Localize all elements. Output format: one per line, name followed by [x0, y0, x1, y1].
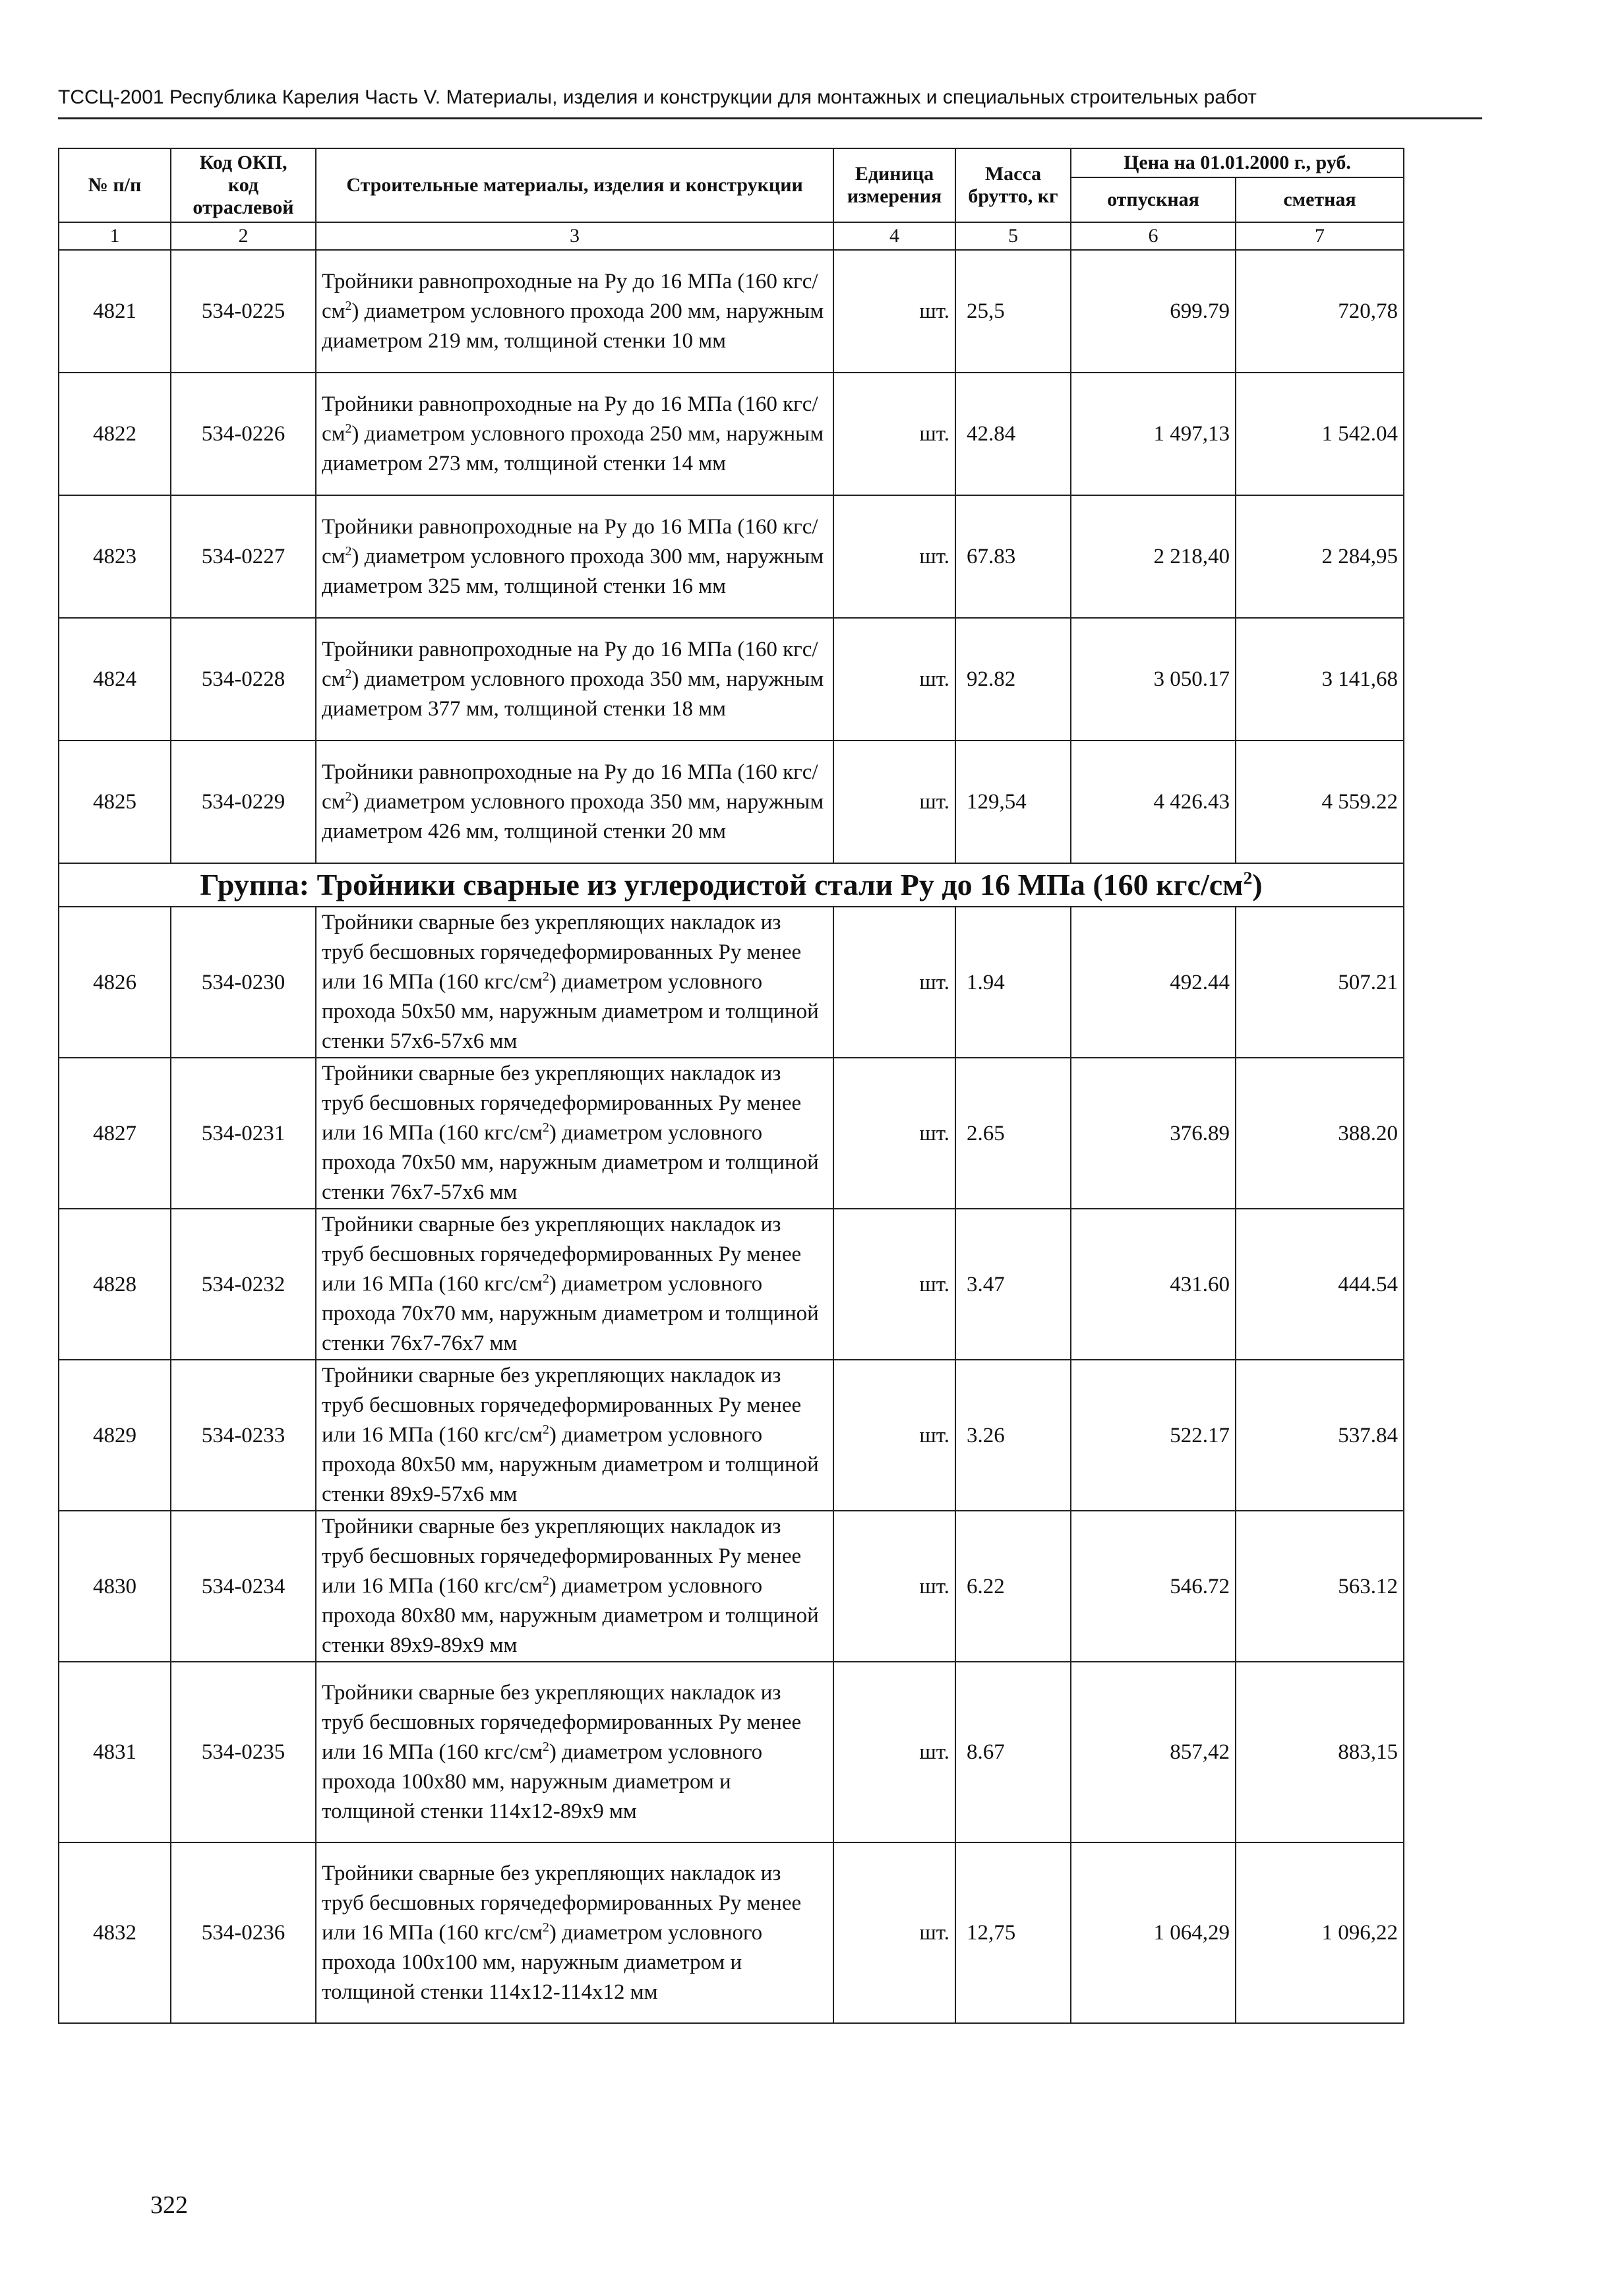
column-number: 3	[316, 222, 833, 250]
group-heading: Группа: Тройники сварные из углеродистой стали Ру до 16 МПа (160 кгс/$см^2$)	[59, 863, 1404, 907]
header-mass: Масса брутто, кг	[955, 148, 1071, 222]
row-description: Тройники сварные без укрепляющих накладок из труб бесшовных горячедеформированных Ру менее или 16 МПа (160 кгс/$см^2$) диаметром условного прохода 100х100 мм, наружным диаметром и толщиной стенки 114х12-114х12 мм	[316, 1842, 833, 2023]
row-unit: шт.	[833, 495, 955, 618]
row-mass: 92.82	[955, 618, 1071, 741]
row-code: 534-0233	[171, 1360, 316, 1511]
column-number-row	[59, 222, 1404, 250]
row-price-estimate: 883,15	[1236, 1662, 1404, 1842]
table-row	[59, 495, 1404, 618]
row-number: 4823	[59, 495, 171, 618]
table-row	[59, 741, 1404, 863]
row-price-estimate: 537.84	[1236, 1360, 1404, 1511]
row-number: 4830	[59, 1511, 171, 1662]
row-mass: 3.47	[955, 1209, 1071, 1360]
row-number: 4826	[59, 907, 171, 1058]
header-code	[171, 148, 316, 222]
row-mass: 8.67	[955, 1662, 1071, 1842]
row-description: Тройники сварные без укрепляющих накладок из труб бесшовных горячедеформированных Ру менее или 16 МПа (160 кгс/$см^2$) диаметром условного прохода 80х50 мм, наружным диаметром и толщиной стенки 89х9-57х6 мм	[316, 1360, 833, 1511]
table-row	[59, 907, 1404, 1058]
column-number: 5	[955, 222, 1071, 250]
row-number: 4831	[59, 1662, 171, 1842]
row-description: Тройники равнопроходные на Ру до 16 МПа (160 кгс/$см^2$) диаметром условного прохода 350 мм, наружным диаметром 426 мм, толщиной стенки 20 мм	[316, 741, 833, 863]
header-code-okp: Код ОКП,	[199, 152, 287, 173]
row-code: 534-0227	[171, 495, 316, 618]
row-unit: шт.	[833, 1511, 955, 1662]
row-price-release: 546.72	[1071, 1511, 1236, 1662]
row-description: Тройники сварные без укрепляющих накладок из труб бесшовных горячедеформированных Ру менее или 16 МПа (160 кгс/$см^2$) диаметром условного прохода 50х50 мм, наружным диаметром и толщиной стенки 57х6-57х6 мм	[316, 907, 833, 1058]
column-number: 7	[1236, 222, 1404, 250]
row-price-estimate: 720,78	[1236, 250, 1404, 373]
row-unit: шт.	[833, 741, 955, 863]
column-number: 2	[171, 222, 316, 250]
row-number: 4825	[59, 741, 171, 863]
row-code: 534-0234	[171, 1511, 316, 1662]
row-price-release: 522.17	[1071, 1360, 1236, 1511]
row-number: 4828	[59, 1209, 171, 1360]
header-unit: Единица измерения	[833, 148, 955, 222]
row-mass: 25,5	[955, 250, 1071, 373]
table-row	[59, 250, 1404, 373]
column-number: 4	[833, 222, 955, 250]
row-description: Тройники сварные без укрепляющих накладок из труб бесшовных горячедеформированных Ру менее или 16 МПа (160 кгс/$см^2$) диаметром условного прохода 100х80 мм, наружным диаметром и толщиной стенки 114х12-89х9 мм	[316, 1662, 833, 1842]
row-code: 534-0235	[171, 1662, 316, 1842]
row-price-estimate: 1 096,22	[1236, 1842, 1404, 2023]
row-price-release: 1 497,13	[1071, 373, 1236, 495]
row-number: 4832	[59, 1842, 171, 2023]
row-price-estimate: 388.20	[1236, 1058, 1404, 1209]
row-price-estimate: 1 542.04	[1236, 373, 1404, 495]
row-unit: шт.	[833, 250, 955, 373]
row-price-release: 4 426.43	[1071, 741, 1236, 863]
row-unit: шт.	[833, 1662, 955, 1842]
row-price-estimate: 4 559.22	[1236, 741, 1404, 863]
row-price-estimate: 3 141,68	[1236, 618, 1404, 741]
row-code: 534-0229	[171, 741, 316, 863]
table-row	[59, 1511, 1404, 1662]
row-unit: шт.	[833, 1360, 955, 1511]
row-mass: 6.22	[955, 1511, 1071, 1662]
row-price-release: 699.79	[1071, 250, 1236, 373]
row-price-release: 1 064,29	[1071, 1842, 1236, 2023]
row-price-estimate: 2 284,95	[1236, 495, 1404, 618]
row-code: 534-0228	[171, 618, 316, 741]
row-mass: 1.94	[955, 907, 1071, 1058]
row-price-estimate: 444.54	[1236, 1209, 1404, 1360]
row-description: Тройники сварные без укрепляющих накладок из труб бесшовных горячедеформированных Ру менее или 16 МПа (160 кгс/$см^2$) диаметром условного прохода 70х70 мм, наружным диаметром и толщиной стенки 76х7-76х7 мм	[316, 1209, 833, 1360]
row-price-release: 3 050.17	[1071, 618, 1236, 741]
row-mass: 129,54	[955, 741, 1071, 863]
column-number: 1	[59, 222, 171, 250]
table-row	[59, 1360, 1404, 1511]
row-description: Тройники сварные без укрепляющих накладок из труб бесшовных горячедеформированных Ру менее или 16 МПа (160 кгс/$см^2$) диаметром условного прохода 70х50 мм, наружным диаметром и толщиной стенки 76х7-57х6 мм	[316, 1058, 833, 1209]
page-number: 322	[150, 2191, 188, 2219]
row-unit: шт.	[833, 1209, 955, 1360]
header-divider	[58, 117, 1482, 119]
page-header: ТССЦ-2001 Республика Карелия Часть V. Материалы, изделия и конструкции для монтажных и специальных строительных работ	[58, 86, 1257, 108]
row-code: 534-0225	[171, 250, 316, 373]
row-unit: шт.	[833, 618, 955, 741]
table-row	[59, 1058, 1404, 1209]
row-number: 4827	[59, 1058, 171, 1209]
header-price-group: Цена на 01.01.2000 г., руб.	[1071, 148, 1404, 177]
row-description: Тройники равнопроходные на Ру до 16 МПа (160 кгс/$см^2$) диаметром условного прохода 200 мм, наружным диаметром 219 мм, толщиной стенки 10 мм	[316, 250, 833, 373]
row-code: 534-0231	[171, 1058, 316, 1209]
row-price-release: 857,42	[1071, 1662, 1236, 1842]
header-price-estimate: сметная	[1236, 177, 1404, 222]
header-code-branch: код отраслевой	[193, 174, 294, 218]
row-number: 4829	[59, 1360, 171, 1511]
row-description: Тройники равнопроходные на Ру до 16 МПа (160 кгс/$см^2$) диаметром условного прохода 350 мм, наружным диаметром 377 мм, толщиной стенки 18 мм	[316, 618, 833, 741]
table-row	[59, 618, 1404, 741]
table-row	[59, 1662, 1404, 1842]
column-number: 6	[1071, 222, 1236, 250]
row-unit: шт.	[833, 907, 955, 1058]
row-code: 534-0226	[171, 373, 316, 495]
row-code: 534-0236	[171, 1842, 316, 2023]
row-price-estimate: 563.12	[1236, 1511, 1404, 1662]
table-row	[59, 373, 1404, 495]
header-num: № п/п	[59, 148, 171, 222]
row-number: 4821	[59, 250, 171, 373]
header-price-release: отпускная	[1071, 177, 1236, 222]
price-table	[58, 148, 1404, 2024]
row-unit: шт.	[833, 1842, 955, 2023]
row-number: 4824	[59, 618, 171, 741]
group-heading-row	[59, 863, 1404, 907]
row-description: Тройники равнопроходные на Ру до 16 МПа (160 кгс/$см^2$) диаметром условного прохода 250 мм, наружным диаметром 273 мм, толщиной стенки 14 мм	[316, 373, 833, 495]
row-price-release: 376.89	[1071, 1058, 1236, 1209]
row-mass: 12,75	[955, 1842, 1071, 2023]
header-name: Строительные материалы, изделия и конструкции	[316, 148, 833, 222]
row-code: 534-0230	[171, 907, 316, 1058]
row-price-release: 431.60	[1071, 1209, 1236, 1360]
table-row	[59, 1209, 1404, 1360]
row-mass: 67.83	[955, 495, 1071, 618]
row-mass: 42.84	[955, 373, 1071, 495]
table-row	[59, 1842, 1404, 2023]
row-price-release: 492.44	[1071, 907, 1236, 1058]
row-price-estimate: 507.21	[1236, 907, 1404, 1058]
row-mass: 3.26	[955, 1360, 1071, 1511]
row-code: 534-0232	[171, 1209, 316, 1360]
row-unit: шт.	[833, 373, 955, 495]
row-mass: 2.65	[955, 1058, 1071, 1209]
row-unit: шт.	[833, 1058, 955, 1209]
row-description: Тройники равнопроходные на Ру до 16 МПа (160 кгс/$см^2$) диаметром условного прохода 300 мм, наружным диаметром 325 мм, толщиной стенки 16 мм	[316, 495, 833, 618]
row-description: Тройники сварные без укрепляющих накладок из труб бесшовных горячедеформированных Ру менее или 16 МПа (160 кгс/$см^2$) диаметром условного прохода 80х80 мм, наружным диаметром и толщиной стенки 89х9-89х9 мм	[316, 1511, 833, 1662]
row-number: 4822	[59, 373, 171, 495]
row-price-release: 2 218,40	[1071, 495, 1236, 618]
